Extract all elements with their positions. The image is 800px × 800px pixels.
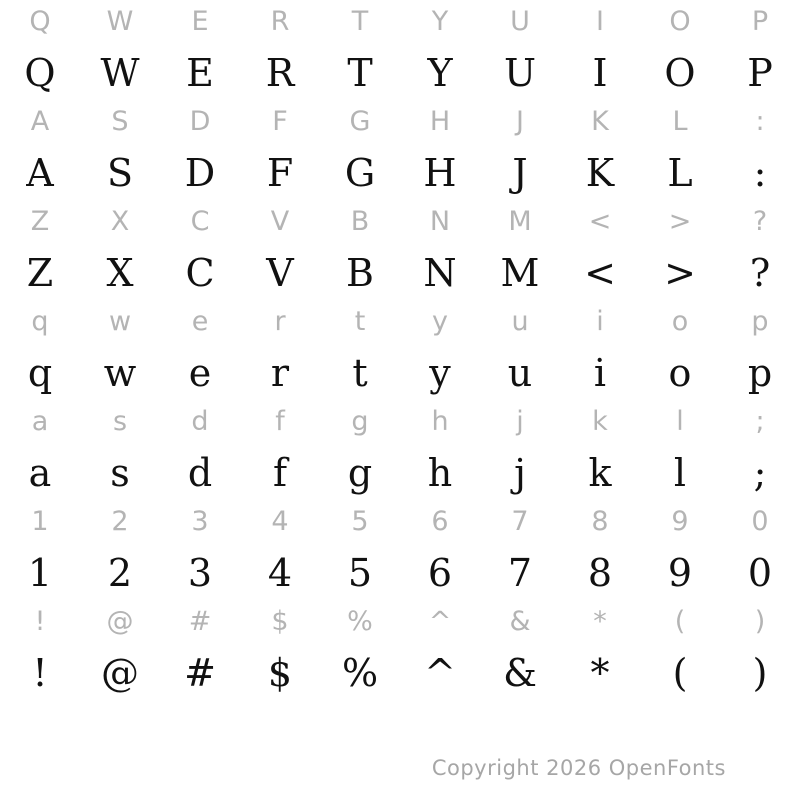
- specimen-row-black-1: [0, 141, 800, 200]
- specimen-char: r: [270, 351, 290, 395]
- specimen-row-gray-3: [0, 300, 800, 341]
- specimen-row-black-3: [0, 341, 800, 400]
- specimen-char: R: [270, 6, 290, 37]
- specimen-char: ?: [749, 251, 771, 295]
- specimen-char: l: [676, 406, 684, 437]
- specimen-char: ^: [428, 606, 452, 637]
- specimen-char: O: [664, 51, 696, 95]
- specimen-char: k: [588, 451, 612, 495]
- specimen-char: $: [267, 651, 293, 695]
- specimen-char: G: [344, 151, 376, 195]
- specimen-char: (: [672, 651, 688, 695]
- specimen-char: q: [27, 351, 53, 395]
- specimen-char: D: [189, 106, 211, 137]
- specimen-char: 1: [27, 551, 53, 595]
- specimen-char: 8: [587, 551, 613, 595]
- specimen-char: 9: [667, 551, 693, 595]
- specimen-char: e: [191, 306, 209, 337]
- specimen-char: 2: [107, 551, 133, 595]
- specimen-char: u: [507, 351, 533, 395]
- specimen-char: B: [346, 251, 374, 295]
- specimen-char: P: [751, 6, 769, 37]
- specimen-char: j: [516, 406, 524, 437]
- specimen-char: X: [110, 206, 130, 237]
- specimen-char: A: [26, 151, 54, 195]
- specimen-char: g: [351, 406, 369, 437]
- specimen-char: 4: [271, 506, 289, 537]
- specimen-char: M: [508, 206, 532, 237]
- specimen-char: p: [747, 351, 773, 395]
- specimen-char: N: [429, 206, 451, 237]
- specimen-char: ;: [755, 406, 765, 437]
- specimen-char: ^: [424, 651, 456, 695]
- specimen-char: W: [100, 51, 140, 95]
- specimen-char: Y: [427, 51, 453, 95]
- specimen-row-gray-5: [0, 500, 800, 541]
- specimen-char: M: [500, 251, 540, 295]
- specimen-row-black-5: [0, 541, 800, 600]
- specimen-char: w: [103, 351, 137, 395]
- specimen-char: L: [672, 106, 688, 137]
- specimen-row-gray-4: [0, 400, 800, 441]
- specimen-char: s: [110, 451, 130, 495]
- specimen-row-gray-2: [0, 200, 800, 241]
- specimen-char: :: [755, 106, 765, 137]
- specimen-row-pair-3: [0, 300, 800, 400]
- specimen-char: 7: [507, 551, 533, 595]
- specimen-char: F: [272, 106, 288, 137]
- specimen-row-pair-2: [0, 200, 800, 300]
- specimen-char: (: [674, 606, 686, 637]
- specimen-char: O: [669, 6, 691, 37]
- specimen-row-pair-6: [0, 600, 800, 700]
- specimen-char: d: [187, 451, 213, 495]
- specimen-row-black-0: [0, 41, 800, 100]
- specimen-char: d: [191, 406, 209, 437]
- specimen-char: y: [432, 306, 448, 337]
- specimen-char: ;: [753, 451, 767, 495]
- specimen-char: 6: [431, 506, 449, 537]
- specimen-char: p: [751, 306, 769, 337]
- specimen-char: R: [265, 51, 295, 95]
- specimen-char: o: [671, 306, 689, 337]
- specimen-char: F: [266, 151, 294, 195]
- specimen-char: B: [350, 206, 370, 237]
- specimen-char: 2: [111, 506, 129, 537]
- specimen-char: h: [427, 451, 453, 495]
- specimen-char: 7: [511, 506, 529, 537]
- specimen-char: Q: [24, 51, 56, 95]
- specimen-char: ?: [752, 206, 768, 237]
- specimen-char: *: [593, 606, 607, 637]
- specimen-char: E: [191, 6, 209, 37]
- specimen-char: 3: [187, 551, 213, 595]
- specimen-char: 9: [671, 506, 689, 537]
- specimen-char: J: [516, 106, 524, 137]
- specimen-char: E: [186, 51, 214, 95]
- specimen-char: G: [349, 106, 371, 137]
- specimen-char: 3: [191, 506, 209, 537]
- specimen-char: S: [106, 151, 134, 195]
- specimen-char: H: [423, 151, 457, 195]
- specimen-char: W: [106, 6, 134, 37]
- specimen-char: &: [503, 651, 537, 695]
- specimen-char: *: [590, 651, 610, 695]
- specimen-char: H: [429, 106, 451, 137]
- specimen-char: 1: [31, 506, 49, 537]
- specimen-char: Y: [431, 6, 449, 37]
- specimen-char: a: [28, 451, 52, 495]
- specimen-char: %: [341, 651, 379, 695]
- specimen-char: 5: [347, 551, 373, 595]
- specimen-row-pair-0: [0, 0, 800, 100]
- specimen-row-pair-4: [0, 400, 800, 500]
- specimen-char: f: [275, 406, 285, 437]
- specimen-char: q: [31, 306, 49, 337]
- specimen-row-black-6: [0, 641, 800, 700]
- specimen-char: u: [511, 306, 529, 337]
- specimen-char: N: [423, 251, 457, 295]
- specimen-char: #: [184, 651, 216, 695]
- specimen-char: 8: [591, 506, 609, 537]
- specimen-char: V: [266, 251, 294, 295]
- specimen-char: ): [752, 651, 768, 695]
- specimen-char: T: [347, 51, 373, 95]
- specimen-row-black-2: [0, 241, 800, 300]
- specimen-char: <: [588, 206, 612, 237]
- specimen-char: a: [31, 406, 49, 437]
- specimen-char: J: [512, 151, 528, 195]
- specimen-char: @: [101, 651, 139, 695]
- specimen-char: X: [106, 251, 134, 295]
- specimen-char: 4: [267, 551, 293, 595]
- specimen-char: :: [753, 151, 767, 195]
- specimen-row-black-4: [0, 441, 800, 500]
- specimen-char: 5: [351, 506, 369, 537]
- specimen-char: >: [668, 206, 692, 237]
- specimen-char: I: [592, 51, 608, 95]
- specimen-char: h: [431, 406, 449, 437]
- specimen-char: <: [584, 251, 616, 295]
- specimen-char: !: [32, 651, 48, 695]
- specimen-char: Z: [26, 251, 54, 295]
- specimen-char: V: [270, 206, 290, 237]
- specimen-row-gray-6: [0, 600, 800, 641]
- specimen-char: o: [668, 351, 692, 395]
- specimen-char: @: [106, 606, 134, 637]
- specimen-char: i: [596, 306, 604, 337]
- specimen-char: T: [351, 6, 369, 37]
- specimen-char: y: [429, 351, 451, 395]
- specimen-char: %: [347, 606, 373, 637]
- specimen-char: A: [30, 106, 50, 137]
- specimen-char: 0: [747, 551, 773, 595]
- specimen-char: f: [272, 451, 288, 495]
- specimen-char: P: [747, 51, 773, 95]
- specimen-char: s: [112, 406, 128, 437]
- specimen-char: #: [188, 606, 212, 637]
- specimen-char: ): [754, 606, 766, 637]
- specimen-char: &: [509, 606, 531, 637]
- specimen-row-pair-1: [0, 100, 800, 200]
- specimen-row-pair-5: [0, 500, 800, 600]
- specimen-char: w: [108, 306, 132, 337]
- specimen-char: 6: [427, 551, 453, 595]
- specimen-char: D: [184, 151, 216, 195]
- specimen-char: !: [34, 606, 46, 637]
- specimen-char: U: [510, 6, 530, 37]
- specimen-char: r: [274, 306, 286, 337]
- specimen-char: C: [185, 251, 215, 295]
- specimen-row-gray-1: [0, 100, 800, 141]
- specimen-row-gray-0: [0, 0, 800, 41]
- specimen-char: K: [585, 151, 615, 195]
- specimen-char: k: [592, 406, 608, 437]
- specimen-char: i: [593, 351, 607, 395]
- specimen-char: t: [354, 306, 366, 337]
- specimen-char: t: [352, 351, 368, 395]
- specimen-char: >: [664, 251, 696, 295]
- specimen-char: j: [514, 451, 526, 495]
- specimen-char: K: [591, 106, 609, 137]
- specimen-char: l: [673, 451, 687, 495]
- specimen-char: L: [667, 151, 693, 195]
- specimen-char: Z: [30, 206, 50, 237]
- specimen-char: $: [271, 606, 289, 637]
- specimen-char: C: [190, 206, 210, 237]
- specimen-char: g: [347, 451, 373, 495]
- specimen-char: e: [188, 351, 212, 395]
- specimen-char: Q: [29, 6, 51, 37]
- copyright-text: Copyright 2026 OpenFonts: [431, 756, 726, 780]
- specimen-char: 0: [751, 506, 769, 537]
- specimen-char: I: [596, 6, 604, 37]
- specimen-char: S: [111, 106, 129, 137]
- specimen-char: U: [503, 51, 537, 95]
